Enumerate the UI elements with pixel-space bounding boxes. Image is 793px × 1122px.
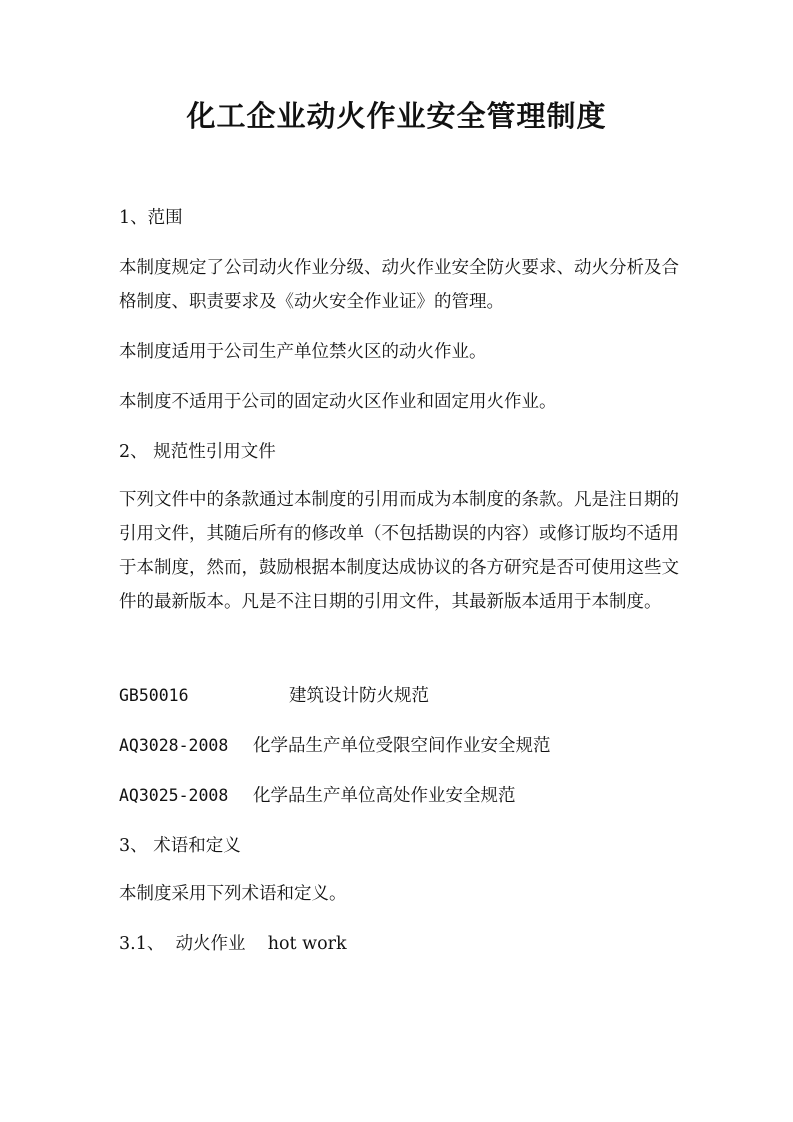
reference-code: GB50016 [119,686,189,705]
section-3-heading: 3、 术语和定义 [119,836,241,856]
section-2-heading: 2、 规范性引用文件 [119,442,276,462]
section-3-1-heading: 3.1、 动火作业 hot work [119,934,347,954]
section-1-paragraph-2: 本制度适用于公司生产单位禁火区的动火作业。 [119,342,487,362]
document-title: 化工企业动火作业安全管理制度 [186,99,607,133]
reference-code: AQ3028-2008 [119,736,229,755]
reference-item [119,785,516,807]
reference-title: 化学品生产单位高处作业安全规范 [253,786,516,806]
section-2-paragraph-1: 下列文件中的条款通过本制度的引用而成为本制度的条款。凡是注日期的引用文件，其随后所有的修改单（不包括勘误的内容）或修订版均不适用于本制度，然而，鼓励根据本制度达成协议的各方研究是否可使用这些文件的最新版本。凡是不注日期的引用文件，其最新版本适用于本制度。 [119,490,679,612]
section-1-paragraph-1: 本制度规定了公司动火作业分级、动火作业安全防火要求、动火分析及合格制度、职责要求及《动火安全作业证》的管理。 [119,258,679,312]
reference-code: AQ3025-2008 [119,786,229,805]
reference-item [119,685,429,707]
section-1-paragraph-3: 本制度不适用于公司的固定动火区作业和固定用火作业。 [119,392,557,412]
reference-item [119,735,551,757]
reference-title: 建筑设计防火规范 [289,686,429,706]
section-3-paragraph-1: 本制度采用下列术语和定义。 [119,884,347,904]
section-1-heading: 1、范围 [119,208,183,228]
reference-title: 化学品生产单位受限空间作业安全规范 [253,736,551,756]
